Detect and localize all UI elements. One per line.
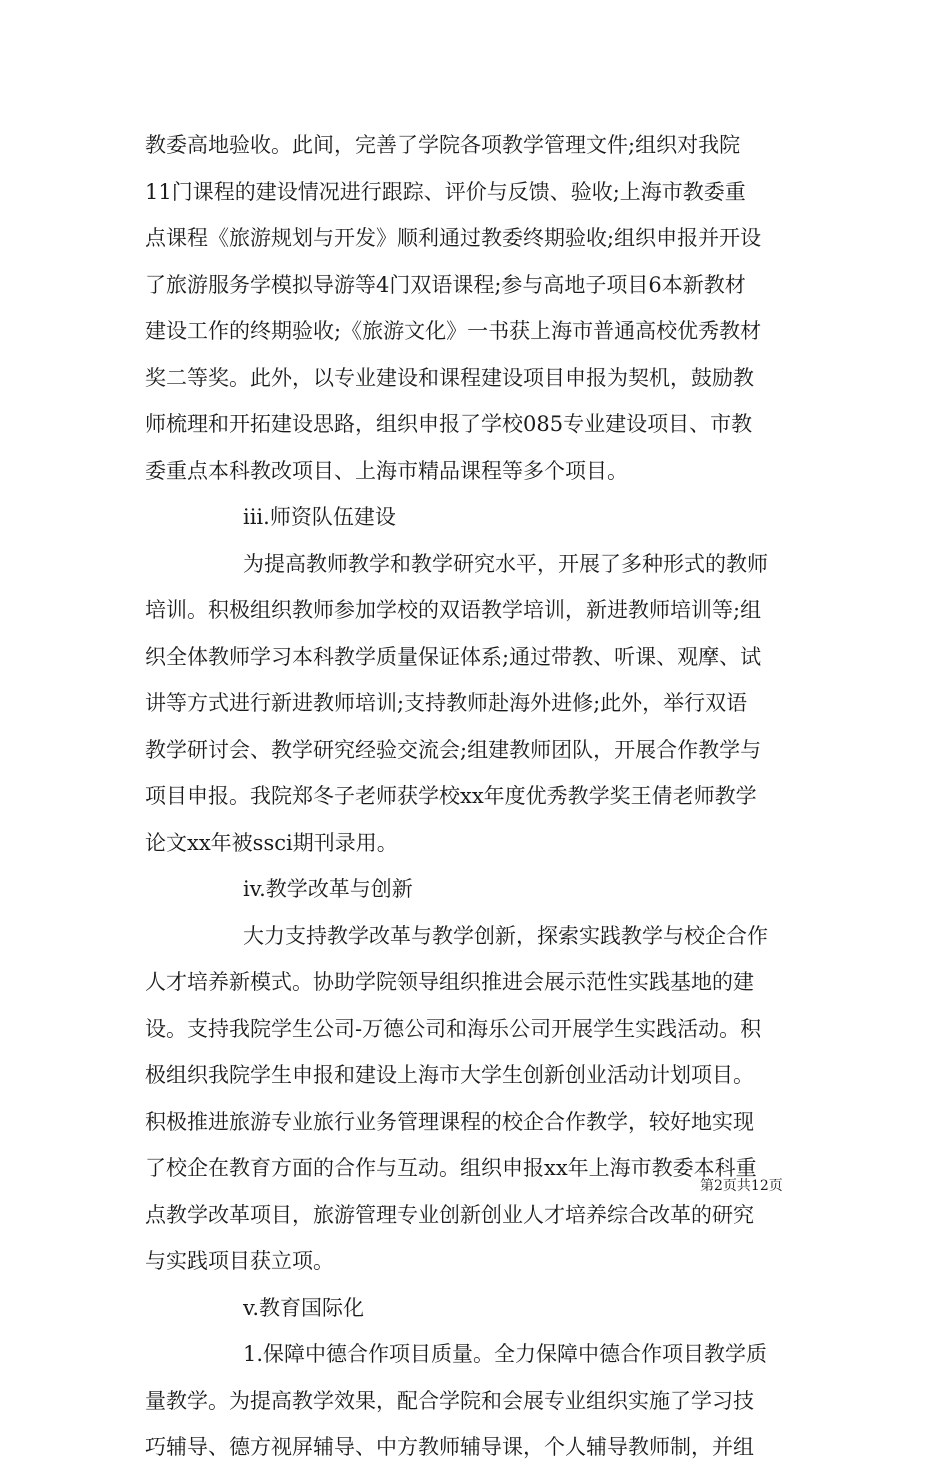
text-line: 量教学。为提高教学效果，配合学院和会展专业组织实施了学习技 (145, 1388, 754, 1413)
document-body (145, 122, 807, 1471)
paragraph-first-line: 大力支持教学改革与教学创新，探索实践教学与校企合作 (243, 923, 768, 948)
text-line: 委重点本科教改项目、上海市精品课程等多个项目。 (145, 458, 628, 483)
text-line: 项目申报。我院郑冬子老师获学校xx年度优秀教学奖王倩老师教学 (145, 784, 757, 808)
section-heading: v.教育国际化 (243, 1295, 365, 1320)
text-line: 极组织我院学生申报和建设上海市大学生创新创业活动计划项目。 (145, 1063, 754, 1087)
text-line: 师梳理和开拓建设思路，组织申报了学校085专业建设项目、市教 (145, 412, 753, 436)
text-line: 了旅游服务学模拟导游等4门双语课程;参与高地子项目6本新教材 (145, 272, 746, 297)
text-line: 11门课程的建设情况进行跟踪、评价与反馈、验收;上海市教委重 (145, 179, 746, 204)
text-line: 织全体教师学习本科教学质量保证体系;通过带教、听课、观摩、试 (145, 644, 762, 669)
text-line: 教学研讨会、教学研究经验交流会;组建教师团队，开展合作教学与 (145, 737, 762, 762)
section-heading: iii.师资队伍建设 (243, 505, 396, 529)
text-line: 建设工作的终期验收;《旅游文化》一书获上海市普通高校优秀教材 (145, 319, 762, 343)
text-line: 点教学改革项目，旅游管理专业创新创业人才培养综合改革的研究 (145, 1202, 754, 1227)
text-line: 点课程《旅游规划与开发》顺利通过教委终期验收;组织申报并开设 (145, 226, 762, 250)
text-line: 积极推进旅游专业旅行业务管理课程的校企合作教学，较好地实现 (145, 1109, 754, 1134)
text-line: 讲等方式进行新进教师培训;支持教师赴海外进修;此外，举行双语 (145, 691, 748, 715)
text-line: 与实践项目获立项。 (145, 1249, 334, 1273)
paragraph-first-line: 为提高教师教学和教学研究水平，开展了多种形式的教师 (243, 551, 768, 576)
section-heading: iv.教学改革与创新 (243, 877, 413, 901)
text-line: 奖二等奖。此外，以专业建设和课程建设项目申报为契机，鼓励教 (145, 365, 754, 390)
text-line: 了校企在教育方面的合作与互动。组织申报xx年上海市教委本科重 (145, 1156, 757, 1180)
text-line: 巧辅导、德方视屏辅导、中方教师辅导课，个人辅导教师制，并组 (145, 1435, 754, 1459)
text-line: 人才培养新模式。协助学院领导组织推进会展示范性实践基地的建 (145, 970, 754, 994)
text-line: 设。支持我院学生公司-万德公司和海乐公司开展学生实践活动。积 (145, 1016, 762, 1041)
text-line: 培训。积极组织教师参加学校的双语教学培训，新进教师培训等;组 (145, 598, 762, 622)
paragraph-first-line: 1.保障中德合作项目质量。全力保障中德合作项目教学质 (243, 1342, 768, 1366)
text-line: 教委高地验收。此间，完善了学院各项教学管理文件;组织对我院 (145, 133, 741, 157)
text-line: 论文xx年被ssci期刊录用。 (145, 830, 398, 855)
page-number-footer: 第2页共12页 (700, 1178, 783, 1194)
